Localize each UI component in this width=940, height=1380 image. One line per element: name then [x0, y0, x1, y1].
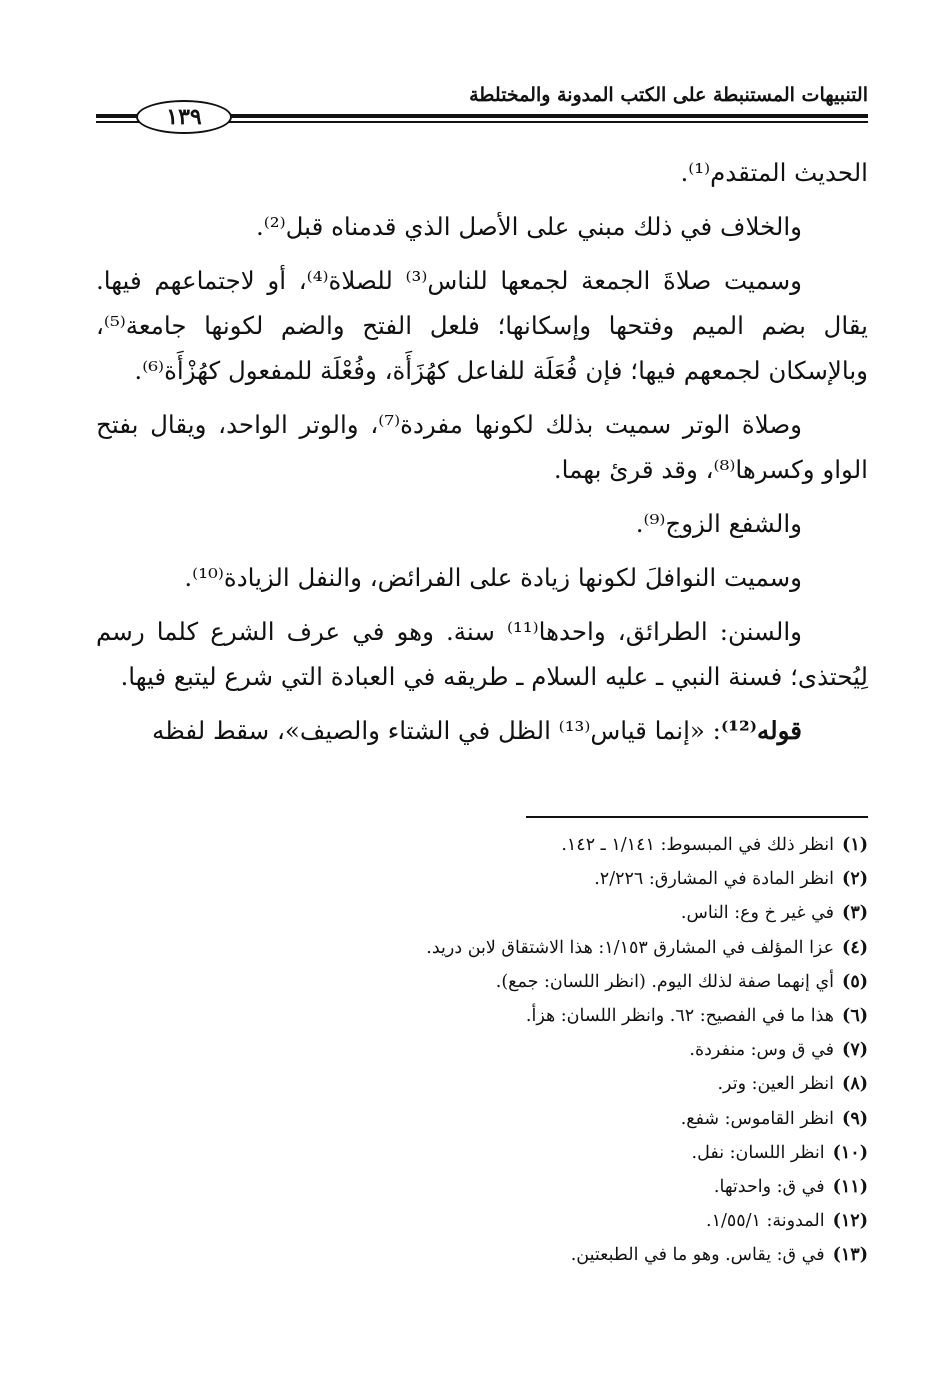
paragraph-rest: : «إنما قياس⁽¹³⁾ الظل في الشتاء والصيف»، سقط لفظه — [152, 716, 721, 745]
footnote-text: انظر اللسان: نفل. — [691, 1142, 825, 1163]
footnote — [96, 965, 868, 999]
page-number-badge — [136, 100, 232, 134]
footnote — [96, 1136, 868, 1170]
footnote-number: (٤) — [842, 937, 868, 958]
footnote-text: انظر القاموس: شفع. — [680, 1108, 835, 1129]
footnote-text: في ق: يقاس. وهو ما في الطبعتين. — [570, 1245, 825, 1266]
paragraph: وسميت صلاةَ الجمعة لجمعها للناس⁽³⁾ للصلاة⁽⁴⁾، أو لاجتماعهم فيها. يقال بضم الميم وفتحها وإسكانها؛ فلعل الفتح والضم لكونها جامعة⁽⁵⁾، وبالإسكان لجمعهم فيها؛ فإن فُعَلَة للفاعل كهُزَأَة، وفُعْلَة للمفعول كهُزْأَة⁽⁶⁾. — [96, 266, 868, 385]
footnote — [96, 1238, 868, 1272]
footnote-number: (٩) — [842, 1108, 868, 1129]
footnote-number: (١) — [842, 835, 868, 855]
footnote — [96, 862, 868, 896]
footnote-text: المدونة: ١/٥٥/١. — [705, 1211, 825, 1232]
paragraph: والشفع الزوج⁽⁹⁾. — [635, 509, 802, 538]
paragraph: وسميت النوافلَ لكونها زيادة على الفرائض، والنفل الزيادة⁽¹⁰⁾. — [184, 563, 802, 592]
paragraph: والسنن: الطرائق، واحدها⁽¹¹⁾ سنة. وهو في عرف الشرع كلما رسم لِيُحتذى؛ فسنة النبي ـ عليه السلام ـ طريقه في العبادة التي شرع ليتبع فيها. — [96, 617, 868, 691]
footnote-number: (٧) — [842, 1040, 868, 1061]
footnote-number: (٣) — [842, 903, 868, 924]
footnote-text: انظر المادة في المشارق: ٢/٢٢٦. — [594, 869, 835, 890]
footnote-number: (١٠) — [832, 1142, 868, 1163]
paragraph — [96, 708, 868, 753]
footnote-separator — [526, 816, 868, 818]
lead-word: قوله⁽¹²⁾ — [720, 716, 802, 745]
footnote-number: (١١) — [832, 1177, 868, 1198]
footnote-number: (٥) — [842, 971, 868, 992]
footnote-text: في غير خ وع: الناس. — [680, 903, 835, 924]
footnote-number: (٢) — [842, 869, 868, 890]
footnote — [96, 1102, 868, 1136]
footnote-text: عزا المؤلف في المشارق ١/١٥٣: هذا الاشتقاق لابن دريد. — [426, 937, 835, 958]
footnote-text: أي إنهما صفة لذلك اليوم. (انظر اللسان: جمع). — [495, 971, 835, 992]
main-text — [96, 150, 868, 762]
footnote — [96, 1170, 868, 1204]
footnote — [96, 1204, 868, 1238]
page-header — [96, 80, 868, 140]
footnote — [96, 1067, 868, 1101]
footnotes — [96, 828, 868, 1273]
footnote-text: في ق وس: منفردة. — [689, 1040, 835, 1061]
footnote — [96, 999, 868, 1033]
footnote — [96, 931, 868, 965]
footnote-text: انظر ذلك في المبسوط: ١/١٤١ ـ ١٤٢. — [561, 835, 835, 855]
footnote-number: (٨) — [842, 1074, 868, 1095]
running-title: التنبيهات المستنبطة على الكتب المدونة والمختلطة — [469, 84, 868, 106]
footnote — [96, 896, 868, 930]
footnote-text: انظر العين: وتر. — [717, 1074, 835, 1095]
page-number: ١٣٩ — [166, 104, 202, 130]
footnote — [96, 828, 868, 862]
paragraph: والخلاف في ذلك مبني على الأصل الذي قدمناه قبل⁽²⁾. — [255, 212, 802, 241]
paragraph: وصلاة الوتر سميت بذلك لكونها مفردة⁽⁷⁾، والوتر الواحد، ويقال بفتح الواو وكسرها⁽⁸⁾، وقد قرئ بهما. — [96, 410, 868, 484]
footnote-number: (٦) — [842, 1006, 868, 1027]
footnote-text: هذا ما في الفصيح: ٦٢. وانظر اللسان: هزأ. — [525, 1006, 835, 1027]
footnote-text: في ق: واحدتها. — [713, 1177, 825, 1198]
footnote-number: (١٢) — [832, 1211, 868, 1232]
footnote-number: (١٣) — [832, 1245, 868, 1266]
footnote — [96, 1033, 868, 1067]
paragraph: الحديث المتقدم⁽¹⁾. — [680, 158, 868, 187]
